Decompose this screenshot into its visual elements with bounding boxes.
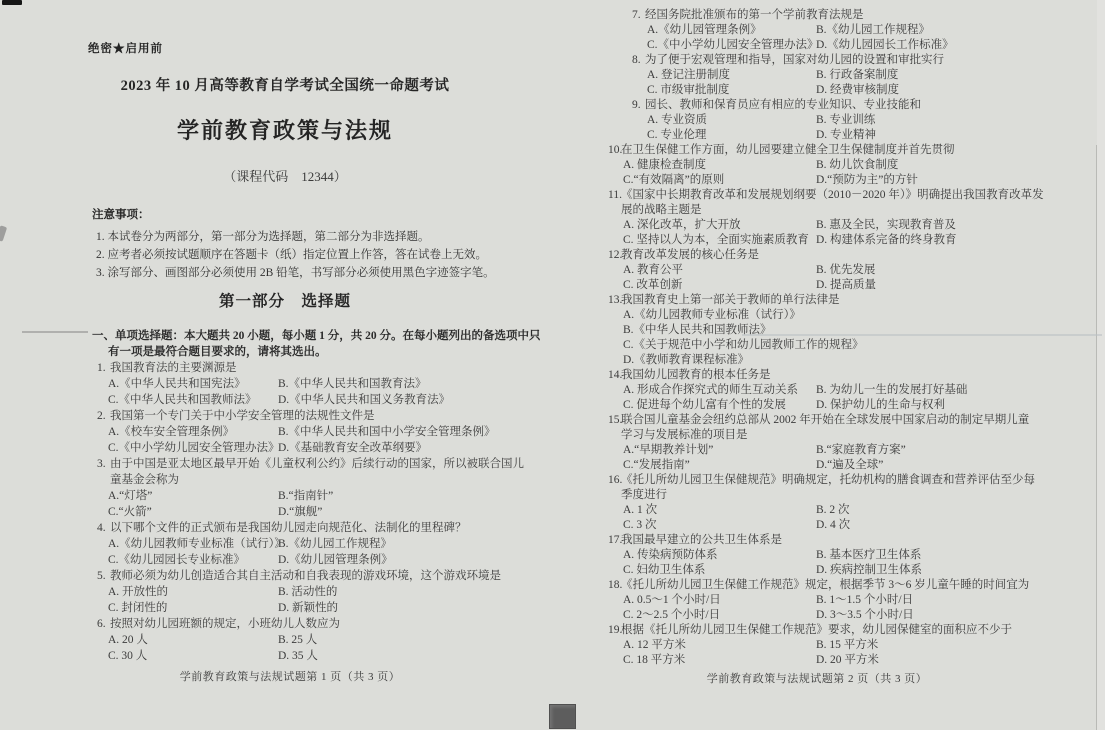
question-stem-text: 在卫生保健工作方面，幼儿园要建立健全卫生保健制度并首先贯彻: [621, 144, 955, 156]
option-row: [95, 440, 490, 456]
option-row: [95, 424, 496, 440]
question-number: 14.: [608, 369, 623, 381]
option: D.《幼儿园管理条例》: [278, 554, 393, 566]
option: C. 妇幼卫生体系: [623, 564, 706, 576]
option: C. 市级审批制度: [647, 84, 730, 96]
option: C.“火箭”: [108, 506, 152, 518]
option: C.《中华人民共和国教师法》: [108, 394, 257, 406]
option-row: [607, 383, 1027, 398]
question-number: 2.: [97, 410, 106, 422]
option: C. 专业伦理: [647, 129, 707, 141]
question-stem-line: [607, 98, 1027, 113]
question-number: 5.: [97, 570, 106, 582]
option: D. 3～3.5 个小时/日: [816, 609, 914, 621]
question-number: 12.: [608, 249, 623, 261]
option: B. 活动性的: [278, 586, 338, 598]
option: D. 经费审核制度: [816, 84, 900, 96]
option-row: [607, 608, 1027, 623]
option: D. 构建体系完备的终身教育: [816, 234, 957, 246]
option-row: [607, 353, 1027, 368]
question-number: 6.: [97, 618, 106, 630]
option-row: [95, 632, 490, 648]
option: B.《中华人民共和国教师法》: [623, 324, 772, 336]
question-stem-line: [607, 578, 1030, 593]
option: A.《幼儿园管理条例》: [647, 24, 762, 36]
option: A. 教育公平: [623, 264, 684, 276]
option: A. 1 次: [623, 504, 658, 516]
question-stem-line: [607, 488, 1027, 503]
question-stem-line: [607, 428, 1027, 443]
option: B. 2 次: [816, 504, 850, 516]
course-code: （课程代码 12344）: [223, 169, 347, 184]
option-row: [607, 398, 1027, 413]
scan-square-artifact: [549, 704, 576, 729]
section-intro-line: [108, 344, 490, 360]
option-row: [607, 263, 1027, 278]
question-stem-text: 《托儿所幼儿园卫生保健工作规范》规定，根据季节 3～6 岁儿童午睡的时间宜为: [621, 579, 1030, 591]
option: D. 新颖性的: [278, 602, 339, 614]
question-stem-text: 联合国儿童基金会纽约总部从 2002 年开始在全球发展中国家启动的制定早期儿童: [621, 414, 1030, 426]
question-number: 4.: [97, 522, 106, 534]
question-stem-line: [607, 623, 1027, 638]
question-stem-text: 教师必须为幼儿创造适合其自主活动和自我表现的游戏环境，这个游戏环境是: [110, 570, 501, 582]
question-stem-line: [95, 360, 490, 376]
option: D.“遍及全球”: [816, 459, 884, 471]
question-stem-line: [607, 533, 1027, 548]
option: C.《幼儿园园长专业标准》: [108, 554, 246, 566]
option: C.《中小学幼儿园安全管理办法》: [108, 442, 280, 454]
option: C.《关于规范中小学和幼儿园教师工作的规程》: [623, 339, 864, 351]
option: C. 改革创新: [623, 279, 683, 291]
question-number: 16.: [608, 474, 623, 486]
question-stem-text: 季度进行: [621, 489, 667, 501]
option: D. 专业精神: [816, 129, 877, 141]
question-number: 11.: [608, 189, 622, 201]
question-stem-line: [607, 203, 1027, 218]
option: D.《教师教育课程标准》: [623, 354, 750, 366]
option: B. 惠及全民，实现教育普及: [816, 219, 956, 231]
option: C. 30 人: [108, 650, 148, 662]
question-stem-line: [607, 413, 1030, 428]
option: B. 优先发展: [816, 264, 876, 276]
question-number: 10.: [608, 144, 623, 156]
option: D. 保护幼儿的生命与权利: [816, 399, 946, 411]
option-row: [607, 113, 1027, 128]
question-stem-text: 《托儿所幼儿园卫生保健规范》明确规定，托幼机构的膳食调查和营养评估至少每: [621, 474, 1035, 486]
option-row: [607, 548, 1027, 563]
option-row: [607, 593, 1027, 608]
option-row: [607, 128, 1027, 143]
option: A.《幼儿园教师专业标准（试行）》: [108, 538, 286, 550]
section-intro-line: [92, 328, 541, 344]
option: B. 幼儿饮食制度: [816, 159, 899, 171]
option: B.《幼儿园工作规程》: [816, 24, 931, 36]
option-row: [95, 504, 490, 520]
option: A. 形成合作探究式的师生互动关系: [623, 384, 799, 396]
option: A. 开放性的: [108, 586, 169, 598]
option-row: [95, 552, 490, 568]
option-row: [607, 38, 1027, 53]
question-number: 13.: [608, 294, 623, 306]
option-row: [607, 338, 1027, 353]
question-stem-text: 经国务院批准颁布的第一个学前教育法规是: [645, 9, 864, 21]
option: A. 深化改革，扩大开放: [623, 219, 741, 231]
question-number: 1.: [97, 362, 106, 374]
question-stem-text: 以下哪个文件的正式颁布是我国幼儿园走向规范化、法制化的里程碑？: [110, 522, 467, 534]
option: D.“预防为主”的方针: [816, 174, 918, 186]
option: B. 基本医疗卫生体系: [816, 549, 922, 561]
option: A.“灯塔”: [108, 490, 153, 502]
page-2-questions: [607, 8, 1044, 668]
question-stem-text: 园长、教师和保育员应有相应的专业知识、专业技能和: [645, 99, 921, 111]
option: A. 20 人: [108, 634, 148, 646]
question-stem-text: 由于中国是亚太地区最早开始《儿童权利公约》后续行动的国家，所以被联合国儿: [110, 458, 524, 470]
option-row: [607, 83, 1027, 98]
option: A. 传染病预防体系: [623, 549, 718, 561]
option: C. 18 平方米: [623, 654, 686, 666]
option: C.《中小学幼儿园安全管理办法》: [647, 39, 819, 51]
option: D.《基础教育安全改革纲要》: [278, 442, 428, 454]
question-stem-text: 我国幼儿园教育的根本任务是: [621, 369, 771, 381]
notes-header: 注意事项：: [92, 209, 150, 221]
page-edge-band: [1097, 0, 1105, 730]
option: B. 1～1.5 个小时/日: [816, 594, 914, 606]
option-row: [607, 68, 1027, 83]
option-row: [607, 233, 1027, 248]
question-stem-text: 童基金会称为: [110, 474, 179, 486]
option-row: [95, 584, 490, 600]
option-row: [95, 488, 490, 504]
option: B.《幼儿园工作规程》: [278, 538, 393, 550]
section-intro-text: 有一项是最符合题目要求的，请将其选出。: [108, 346, 327, 358]
option: B. 25 人: [278, 634, 318, 646]
scan-smudge-left-edge: [0, 225, 7, 241]
option-row: [607, 173, 1027, 188]
option-row: [95, 648, 490, 664]
question-stem-text: 教育改革发展的核心任务是: [621, 249, 759, 261]
option: D. 提高质量: [816, 279, 877, 291]
page-1-questions: [92, 328, 541, 664]
option-row: [95, 536, 490, 552]
question-stem-line: [607, 293, 1027, 308]
question-stem-line: [95, 456, 524, 472]
option-row: [607, 23, 1027, 38]
option: C. 3 次: [623, 519, 657, 531]
option: D.《中华人民共和国义务教育法》: [278, 394, 451, 406]
question-stem-text: 我国第一个专门关于中小学安全管理的法规性文件是: [110, 410, 375, 422]
option: C. 封闭性的: [108, 602, 168, 614]
question-stem-line: [607, 248, 1027, 263]
section-header: 第一部分 选择题: [218, 293, 351, 310]
question-stem-text: 按照对幼儿园班额的规定，小班幼儿人数应为: [110, 618, 340, 630]
option: D. 疾病控制卫生体系: [816, 564, 923, 576]
question-stem-text: 为了便于宏观管理和指导，国家对幼儿园的设置和审批实行: [645, 54, 944, 66]
option: A. 12 平方米: [623, 639, 686, 651]
option-row: [607, 518, 1027, 533]
option-row: [95, 600, 490, 616]
option-row: [95, 376, 490, 392]
option-row: [607, 443, 1027, 458]
option-row: [607, 458, 1027, 473]
option: B.“指南针”: [278, 490, 334, 502]
section-intro-text: 一、单项选择题：本大题共 20 小题，每小题 1 分，共 20 分。在每小题列出的备选项中只: [92, 330, 541, 342]
question-stem-line: [607, 8, 1027, 23]
page-1-footer: 学前教育政策与法规试题第 1 页（共 3 页）: [179, 671, 401, 683]
question-stem-text: 我国教育史上第一部关于教师的单行法律是: [621, 294, 840, 306]
option: C. 2～2.5 个小时/日: [623, 609, 721, 621]
question-stem-text: 我国教育法的主要渊源是: [110, 362, 237, 374]
exam-title: 学前教育政策与法规: [176, 118, 393, 143]
option-row: [607, 653, 1027, 668]
page-2-footer: 学前教育政策与法规试题第 2 页（共 3 页）: [706, 673, 928, 685]
question-stem-line: [95, 520, 490, 536]
option: C.“有效隔离”的原则: [623, 174, 725, 186]
classification-label: 绝密★启用前: [88, 43, 163, 55]
option-row: [95, 392, 490, 408]
option: C.“发展指南”: [623, 459, 690, 471]
option: B. 专业训练: [816, 114, 876, 126]
question-stem-line: [607, 143, 1027, 158]
option: C. 促进每个幼儿富有个性的发展: [623, 399, 786, 411]
option: D.《幼儿园园长工作标准》: [816, 39, 954, 51]
question-stem-text: 学习与发展标准的项目是: [621, 429, 748, 441]
question-number: 18.: [608, 579, 623, 591]
question-stem-line: [607, 53, 1027, 68]
question-stem-text: 展的战略主题是: [621, 204, 702, 216]
option: D. 4 次: [816, 519, 851, 531]
option-row: [607, 158, 1027, 173]
option-row: [607, 503, 1027, 518]
option-row: [607, 278, 1027, 293]
scan-mark-top-left: [2, 0, 22, 5]
option: A.“早期教养计划”: [623, 444, 714, 456]
question-number: 17.: [608, 534, 623, 546]
question-number: 7.: [632, 9, 641, 21]
note-line: 3. 涂写部分、画图部分必须使用 2B 铅笔，书写部分必须使用黑色字迹签字笔。: [96, 267, 495, 279]
option: A. 健康检查制度: [623, 159, 707, 171]
option: A.《中华人民共和国宪法》: [108, 378, 246, 390]
option-row: [607, 308, 1027, 323]
option: D.“旗舰”: [278, 506, 323, 518]
option: A. 0.5～1 个小时/日: [623, 594, 721, 606]
question-number: 8.: [632, 54, 641, 66]
option: D. 20 平方米: [816, 654, 879, 666]
question-number: 15.: [608, 414, 623, 426]
option: A. 专业资质: [647, 114, 708, 126]
option: A.《幼儿园教师专业标准（试行）》: [623, 309, 801, 321]
note-line: 1. 本试卷分为两部分，第一部分为选择题，第二部分为非选择题。: [96, 231, 430, 243]
question-number: 9.: [632, 99, 641, 111]
note-line: 2. 应考者必须按试题顺序在答题卡（纸）指定位置上作答，答在试卷上无效。: [96, 249, 487, 261]
option: A.《校车安全管理条例》: [108, 426, 235, 438]
question-number: 19.: [608, 624, 623, 636]
scan-streak-left: [22, 331, 88, 333]
question-stem-line: [95, 408, 490, 424]
question-stem-line: [95, 568, 501, 584]
option-row: [607, 638, 1027, 653]
option-row: [607, 563, 1027, 578]
option: B. 15 平方米: [816, 639, 879, 651]
option-row: [607, 323, 1027, 338]
option: B.“家庭教育方案”: [816, 444, 906, 456]
question-stem-line: [95, 616, 490, 632]
page-edge-line: [1096, 145, 1097, 730]
option: B. 行政备案制度: [816, 69, 899, 81]
question-stem-line: [95, 472, 490, 488]
question-stem-text: 我国最早建立的公共卫生体系是: [621, 534, 782, 546]
question-stem-line: [607, 188, 1044, 203]
option-row: [607, 218, 1027, 233]
option: A. 登记注册制度: [647, 69, 731, 81]
exam-session-line: 2023 年 10 月高等教育自学考试全国统一命题考试: [120, 78, 450, 94]
question-stem-text: 《国家中长期教育改革和发展规划纲要（2010－2020 年）》明确提出我国教育改革发: [621, 189, 1044, 201]
option: B.《中华人民共和国教育法》: [278, 378, 427, 390]
question-number: 3.: [97, 458, 106, 470]
option: B.《中华人民共和国中小学安全管理条例》: [278, 426, 496, 438]
option: B. 为幼儿一生的发展打好基础: [816, 384, 968, 396]
option: D. 35 人: [278, 650, 318, 662]
question-stem-line: [607, 473, 1035, 488]
question-stem-line: [607, 368, 1027, 383]
question-stem-text: 根据《托儿所幼儿园卫生保健工作规范》要求，幼儿园保健室的面积应不少于: [621, 624, 1012, 636]
option: C. 坚持以人为本，全面实施素质教育: [623, 234, 809, 246]
